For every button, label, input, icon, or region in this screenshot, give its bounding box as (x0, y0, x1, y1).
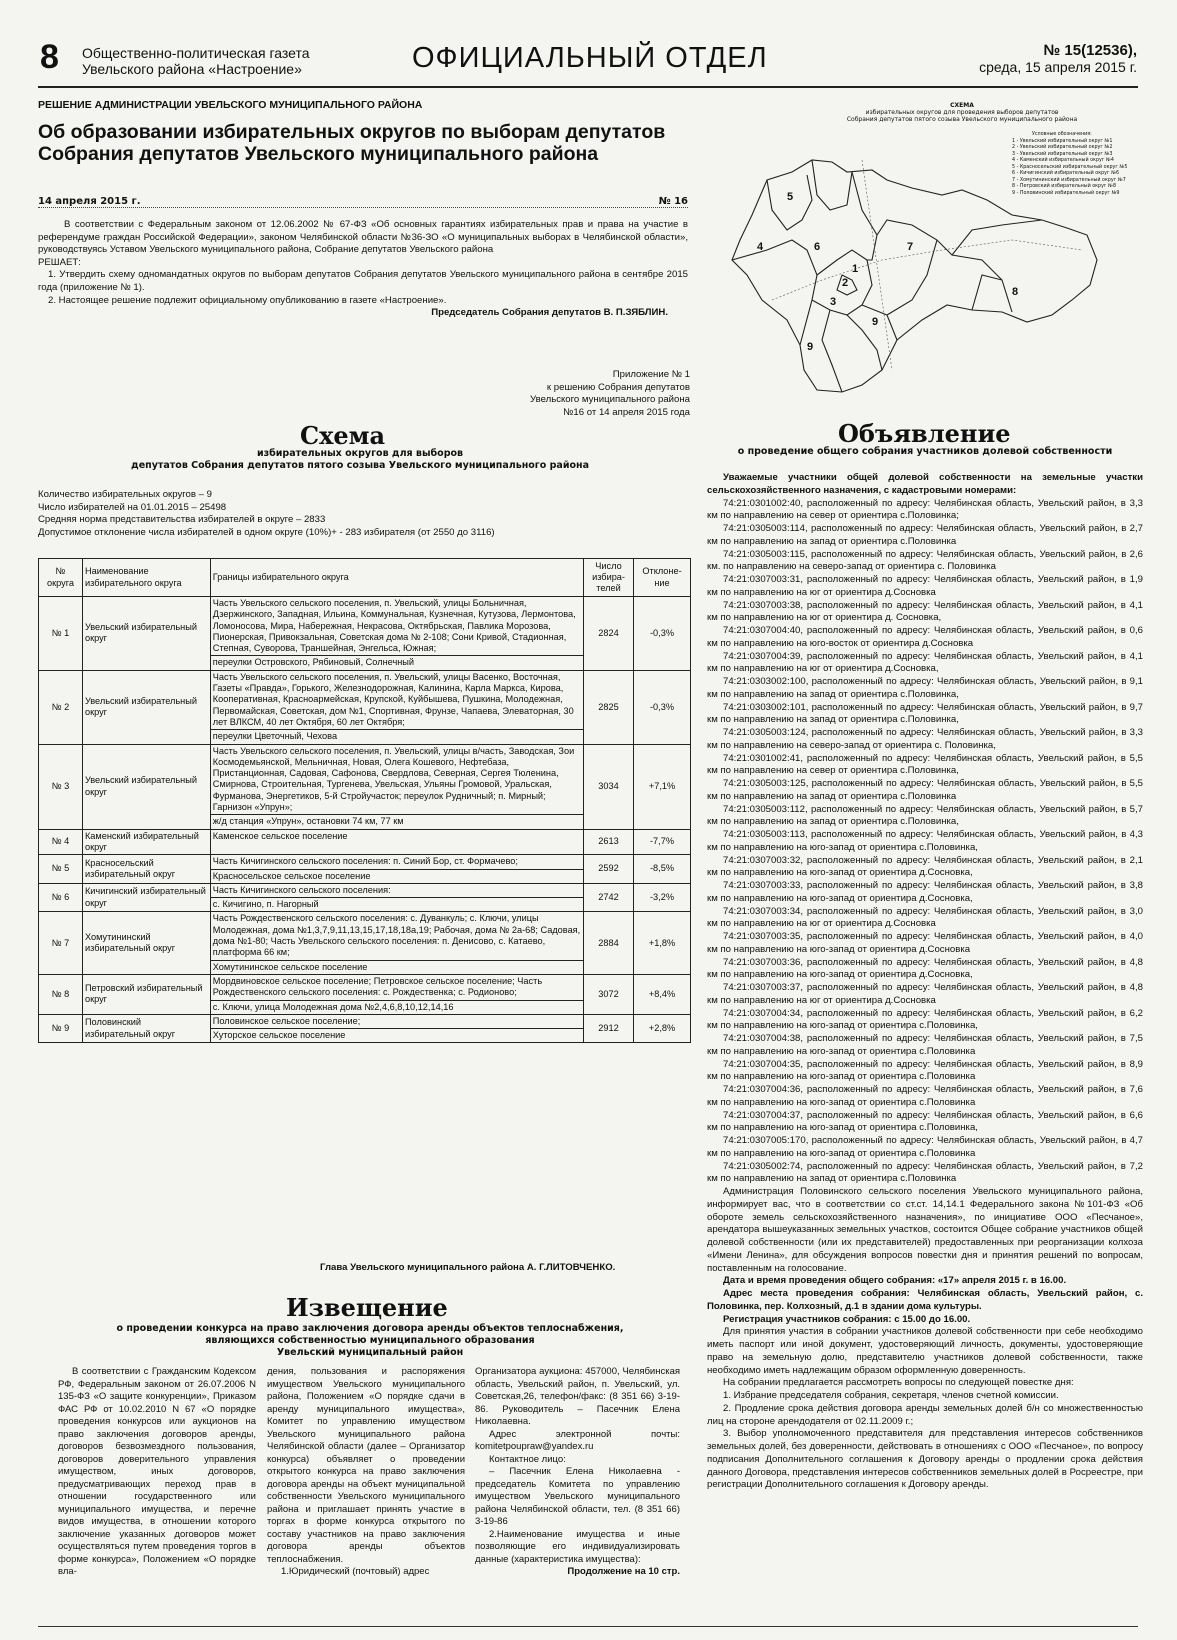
decision-paragraph: В соответствии с Федеральным законом от 12.06.2002 № 67-ФЗ «Об основных гарантиях избирательных прав и права на участие в референдуме граждан Российской Федерации», законом Челябинской области №36-ЗО «О муниципальных выборах в Челябинской области», руководствуясь Уставом Увельского муниципального района, Собрание депутатов Увельского района (38, 219, 688, 256)
district-bounds (210, 744, 583, 829)
district-name: Каменский избирательный округ (82, 829, 210, 855)
ad-parcel-item: 74:21:0307003:32, расположенный по адресу: Челябинская область, Увельский район, в 2,1 км по направлению на юго-запад от ориентира д.Сосновка, (707, 854, 1143, 879)
annex-line: №16 от 14 апреля 2015 года (563, 406, 690, 418)
ad-parcel-item: 74:21:0305003:114, расположенный по адресу: Челябинская область, Увельский район, в 2,7 км по направлению на запад от ориентира с.Половинка (707, 523, 1143, 547)
district-voters: 2592 (584, 855, 634, 884)
ad-parcel-item: 74:21:0307004:40, расположенный по адресу: Челябинская область, Увельский район, в 0,6 км по направлению на юго-восток от ориентира д.Сосновка (707, 625, 1143, 649)
district-number: № 3 (39, 744, 83, 829)
decision-header: РЕШЕНИЕ АДМИНИСТРАЦИИ УВЕЛЬСКОГО МУНИЦИПАЛЬНОГО РАЙОНА (38, 99, 423, 111)
ad-agenda-item: 1. Избрание председателя собрания, секретаря, членов счетной комиссии. (723, 1390, 1059, 1401)
map-legend-item: 5 - Красносельский избирательный округ №5 (1012, 164, 1128, 170)
district-bounds (210, 829, 583, 855)
ad-parcel-item: 74:21:0307004:34, расположенный по адресу: Челябинская область, Увельский район, в 6,2 км по направлению на юго-запад от ориентира с.Половинка, (707, 1007, 1143, 1032)
param-line: Количество избирательных округов – 9 (38, 489, 212, 500)
ad-body (707, 470, 1143, 1492)
notice-paragraph: дения, пользования и распоряжения имуществом Увельского муниципального района, Положением «О порядке сдачи в аренду муниципального имущества», Комитет по управлению имуществом Увельского муниципального района Челябинской области (далее – Организатор конкурса) объявляет о проведении открытого конкурса на право заключения договора аренды на объект муниципальной собственности Увельского муниципального района и приглашает принять участие в торгах в форме конкурса открытого по составу участников на право заключения договора аренды объектов теплоснабжения. (267, 1366, 465, 1565)
district-voters: 2825 (584, 670, 634, 744)
annex-line: Приложение № 1 (612, 369, 690, 380)
map-district-label: 3 (830, 296, 837, 308)
map-legend-item: 6 - Кичигинский избирательный округ №6 (1012, 171, 1120, 176)
map-title: СХЕМА (950, 102, 974, 109)
ad-agenda-item: 3. Выбор уполномоченного представителя для представления интересов собственников земельных долей, без доверенности, действовать в отношениях с ООО «Песчаное», по вопросу подписания Дополнительного соглашения к Договору аренды о продлении срока действия данного Договора, представления интересов собственников земельных долей в Росреестре, при регистрации Дополнительного соглашения к Договору аренды. (707, 1428, 1143, 1491)
district-number: № 1 (39, 597, 83, 671)
decision-meta (38, 196, 688, 208)
table-row (39, 912, 691, 974)
bounds-text: Хуторское сельское поселение (211, 1028, 583, 1042)
district-voters: 2613 (584, 829, 634, 855)
ad-parcel-item: 74:21:0305003:115, расположенный по адресу: Челябинская область, Увельский район, в 2,6 км. по направлению на северо-запад от ориентира с. Половинка (707, 548, 1143, 573)
district-bounds (210, 912, 583, 974)
ad-parcel-item: 74:21:0303002:101, расположенный по адресу: Челябинская область, Увельский район, в 9,7 км по направлению на запад от ориентира с.Половинка, (707, 701, 1143, 726)
map-drawing (712, 100, 1142, 400)
district-voters: 2824 (584, 597, 634, 671)
district-name: Увельский избирательный округ (82, 670, 210, 744)
bounds-text: ж/д станция «Упрун», остановки 74 км, 77 км (211, 814, 583, 828)
schema-params (38, 489, 495, 539)
ad-title: Объявление (838, 419, 1011, 448)
district-name: Красносельский избирательный округ (82, 855, 210, 884)
district-bounds (210, 883, 583, 912)
districts-table (38, 558, 691, 1043)
district-number: № 8 (39, 974, 83, 1014)
ad-parcel-item: 74:21:0307003:33, расположенный по адресу: Челябинская область, Увельский район, в 3,8 км по направлению на юго-запад от ориентира д.Сосновка, (707, 880, 1143, 904)
ad-parcel-item: 74:21:0305003:112, расположенный по адресу: Челябинская область, Увельский район, в 5,7 км по направлению на запад от ориентира с.Половинка, (707, 803, 1143, 828)
table-header: Границы избирательного округа (210, 559, 583, 597)
notice-column-2 (267, 1366, 465, 1579)
map-district-label: 9 (807, 341, 814, 353)
table-header: Отклоне-ние (634, 559, 691, 597)
notice-subtitle-line: Увельский муниципальный район (276, 1347, 464, 1358)
district-voters: 3072 (584, 974, 634, 1014)
bounds-text: Часть Кичигинского сельского поселения: (212, 884, 391, 895)
district-name: Петровский избирательный округ (82, 974, 210, 1014)
notice-subtitle (60, 1323, 680, 1359)
ad-subtitle: о проведение общего собрания участников долевой собственности (737, 446, 1113, 457)
map-district-label: 2 (842, 277, 849, 289)
bounds-text: Каменское сельское поселение (212, 830, 348, 841)
district-map (712, 100, 1142, 400)
ad-parcel-item: 74:21:0307004:38, расположенный по адресу: Челябинская область, Увельский район, в 7,5 км по направлению на юго-запад от ориентира с.Половинка (707, 1033, 1143, 1057)
bounds-text: с. Ключи, улица Молодежная дома №2,4,6,8,10,12,14,16 (211, 1000, 583, 1014)
district-bounds (210, 1014, 583, 1043)
notice-column-3 (475, 1366, 680, 1579)
bounds-text: Половинское сельское поселение; (212, 1015, 361, 1026)
ad-parcel-item: 74:21:0307004:37, расположенный по адресу: Челябинская область, Увельский район, в 6,6 км по направлению на юго-запад от ориентира с.Половинка, (707, 1109, 1143, 1134)
schema-subtitle-line: избирательных округов для выборов (256, 448, 464, 459)
ad-meeting-date: Дата и время проведения общего собрания: «17» апреля 2015 г. в 16.00. (723, 1275, 1067, 1287)
ad-parcel-item: 74:21:0307003:37, расположенный по адресу: Челябинская область, Увельский район, в 4,8 км по направлению на юг от ориентира д.Сосновка (707, 982, 1143, 1006)
district-voters: 3034 (584, 744, 634, 829)
notice-paragraph: 2.Наименование имущества и иные позволяющие его индивидуализировать данные (характеристика имущества): (475, 1528, 680, 1565)
map-district-label: 4 (757, 241, 764, 253)
district-number: № 7 (39, 912, 83, 974)
map-district-label: 9 (872, 316, 879, 328)
bounds-text: переулки Цветочный, Чехова (211, 729, 583, 743)
district-number: № 6 (39, 883, 83, 912)
continued-note: Продолжение на 10 стр. (567, 1566, 680, 1577)
table-header-row (39, 559, 691, 597)
district-voters: 2742 (584, 883, 634, 912)
map-district-label: 8 (1012, 286, 1019, 298)
decision-resolves: РЕШАЕТ: (38, 256, 81, 268)
table-row (39, 670, 691, 744)
table-row (39, 744, 691, 829)
schema-subtitle (60, 448, 660, 472)
map-legend-item: 9 - Половинский избирательный округ №9 (1012, 190, 1120, 196)
district-deviation: +7,1% (634, 744, 691, 829)
notice-subtitle-line: о проведении конкурса на право заключения договора аренды объектов теплоснабжения, (116, 1323, 624, 1334)
issue-number: № 15(12536), (1043, 42, 1137, 59)
annex-line: Увельского муниципального района (530, 394, 690, 406)
notice-paragraph: 1.Юридический (почтовый) адрес (281, 1566, 430, 1577)
ad-registration: Регистрация участников собрания: с 15.00 до 16.00. (723, 1313, 971, 1325)
table-row (39, 855, 691, 884)
district-deviation: +1,8% (634, 912, 691, 974)
ad-parcel-item: 74:21:0307003:34, расположенный по адресу: Челябинская область, Увельский район, в 3,0 км по направлению на юг от ориентира д.Сосновка (707, 905, 1143, 930)
schema-subtitle-line: депутатов Собрания депутатов пятого созыва Увельского муниципального района (131, 460, 589, 471)
ad-paragraph: Администрация Половинского сельского поселения Увельского муниципального района, информирует вас, что в соответствии со ст.ст. 14,14.1 Федерального закона №101-ФЗ «Об обороте земель сельскохозяйственного назначения», по инициативе ООО «Песчаное», арендатора вышеуказанных земельных участков, состоится Общее собрание участников общей долевой собственности (или их представителей) предоставленных при реорганизации колхоза «Имени Ленина», для обсуждения вопросов повестки дня и принятия решений по вопросам, поставленным на голосование. (707, 1186, 1143, 1274)
ad-parcel-item: 74:21:0307003:31, расположенный по адресу: Челябинская область, Увельский район, в 1,9 км по направлению на юг от ориентира д.Сосновка (707, 574, 1143, 598)
bounds-text: переулки Островского, Рябиновый, Солнечный (211, 655, 583, 669)
decision-date: 14 апреля 2015 г. (38, 196, 141, 207)
decision-body (38, 219, 688, 320)
district-voters: 2884 (584, 912, 634, 974)
ad-parcel-item: 74:21:0301002:40, расположенный по адресу: Челябинская область, Увельский район, в 3,3 км по направлению на север от ориентира с.Половинка; (707, 497, 1143, 522)
ad-agenda-title: На собрании предлагается рассмотреть вопросы по следующей повестке дня: (723, 1377, 1074, 1389)
ad-parcel-item: 74:21:0303002:100, расположенный по адресу: Челябинская область, Увельский район, в 9,1 км по направлению на запад от ориентира с.Половинка, (707, 676, 1143, 700)
district-name: Половинский избирательный округ (82, 1014, 210, 1043)
annex-line: к решению Собрания депутатов (546, 381, 690, 393)
ad-parcel-item: 74:21:0305003:125, расположенный по адресу: Челябинская область, Увельский район, в 5,5 км по направлению на запад от ориентира с.Половинка (707, 778, 1143, 802)
bounds-text: Часть Рождественского сельского поселения: с. Дуванкуль; с. Ключи, улицы Молодежная, дома №1,3,7,9,11,13,15,17,18,18а,19; Рабочая, дома № 2а-68; Садовая, дома №1-80; Часть Увельского сельского поселения: п. Денисово, с. Катаево, платформа 66 км; (212, 913, 581, 958)
map-legend-item: 2 - Увельский избирательный округ №2 (1012, 145, 1113, 150)
ad-parcel-item: 74:21:0307005:170, расположенный по адресу: Челябинская область, Увельский район, в 4,7 км по направлению на юго-запад от ориентира с.Половинка (707, 1135, 1143, 1159)
table-row (39, 829, 691, 855)
district-number: № 9 (39, 1014, 83, 1043)
ad-parcel-item: 74:21:0305003:113, расположенный по адресу: Челябинская область, Увельский район, в 4,3 км по направлению на юго-запад от ориентира с.Половинка, (707, 829, 1143, 853)
head-signature: Глава Увельского муниципального района А. Г.ЛИТОВЧЕНКО. (320, 1262, 616, 1273)
district-deviation: +2,8% (634, 1014, 691, 1043)
district-name: Кичигинский избирательный округ (82, 883, 210, 912)
decision-item-1: 1. Утвердить схему одномандатных округов по выборам депутатов Собрания депутатов Увельского муниципального района в сентябре 2015 года (приложение № 1). (38, 269, 688, 293)
bounds-text: Часть Увельского сельского поселения, п. Увельский, улицы Васенко, Восточная, Газеты «Правда», Горького, Железнодорожная, Калинина, Карла Маркса, Кирова, Кооперативная, Красноармейская, Крупской, Куйбышева, Пушкина, Молодежная, Первомайская, Советская, дом №1, Спортивная, Фрунзе, Чапаева, Элеваторная, 30 лет ВЛКСМ, 40 лет Октября, 60 лет Октября; (212, 671, 574, 727)
param-line: Средняя норма представительства избирателей в округе – 2833 (38, 514, 326, 526)
district-name: Хомутининский избирательный округ (82, 912, 210, 974)
ad-lead: Уважаемые участники общей долевой собственности на земельные участки сельскохозяйственного назначения, с кадастровыми номерами: (707, 472, 1143, 496)
schema-title: Схема (300, 421, 386, 450)
notice-paragraph: Адрес электронной почты: komitetpoupraw@yandex.ru (475, 1428, 680, 1452)
table-header: Наименование избирательного округа (82, 559, 210, 597)
notice-subtitle-line: являющихся собственностью муниципального образования (205, 1335, 535, 1346)
ad-parcel-item: 74:21:0305003:124, расположенный по адресу: Челябинская область, Увельский район, в 3,3 км по направлению на северо-запад от ориентира с. Половинка, (707, 727, 1143, 751)
header-divider (38, 86, 1138, 88)
page-number: 8 (40, 38, 59, 76)
notice-column-1: В соответствии с Гражданским Кодексом РФ, Федеральным законом от 26.07.2006 N 135-ФЗ «О защите конкуренции», Приказом ФАС РФ от 10.02.2010 N 67 «О порядке проведения конкурсов или аукционов на право заключения договоров аренды, договоров безвозмездного пользования, договоров доверительного управления имуществом, иных договоров, предусматривающих переход прав в отношении государственного или муниципального имущества, и перечне видов имущества, в отношении которого заключение указанных договоров может осуществляться путем проведения торгов в форме конкурса», Положением «О порядке вла- (58, 1366, 256, 1577)
map-legend-title: Условные обозначения: (1032, 132, 1092, 137)
map-legend-item: 4 - Каменский избирательный округ №4 (1012, 158, 1114, 163)
ad-parcel-item: 74:21:0307003:36, расположенный по адресу: Челябинская область, Увельский район, в 4,8 км по направлению на юго-запад от ориентира д.Сосновка, (707, 956, 1143, 981)
notice-paragraph: Контактное лицо: (489, 1453, 566, 1465)
district-voters: 2912 (584, 1014, 634, 1043)
ad-parcel-item: 74:21:0307003:35, расположенный по адресу: Челябинская область, Увельский район, в 4,0 км по направлению на юго-запад от ориентира д.Сосновка (707, 931, 1143, 955)
bounds-text: Хомутининское сельское поселение (211, 960, 583, 974)
map-legend-item: 1 - Увельский избирательный округ №1 (1012, 138, 1113, 144)
table-header: Число избира-телей (584, 559, 634, 597)
ad-parcel-item: 74:21:0301002:41, расположенный по адресу: Челябинская область, Увельский район, в 5,5 км по направлению на север от ориентира с.Половинка, (707, 752, 1143, 777)
district-number: № 5 (39, 855, 83, 884)
map-legend-item: 7 - Хомутининский избирательный округ №7 (1012, 177, 1126, 183)
district-bounds (210, 670, 583, 744)
ad-parcel-item: 74:21:0307004:35, расположенный по адресу: Челябинская область, Увельский район, в 8,9 км по направлению на юго-запад от ориентира с.Половинка (707, 1058, 1143, 1083)
bounds-text: Мордвиновское сельское поселение; Петровское сельское поселение; Часть Рождественского сельского поселения: с. Рождественка; с. Родионово; (212, 975, 543, 998)
district-bounds (210, 855, 583, 884)
bounds-text: Часть Кичигинского сельского поселения: п. Синий Бор, ст. Формачево; (212, 856, 518, 867)
ad-paragraph: Для принятия участия в собрании участников долевой собственности при себе необходимо иметь паспорт или иной документ, удостоверяющий личность, документы, удостоверяющие право на земельную долю, представителю участников долевой собственности, также необходимо иметь надлежащим образом оформленную доверенность. (707, 1326, 1143, 1376)
district-number: № 4 (39, 829, 83, 855)
notice-paragraph: – Пасечник Елена Николаевна - председатель Комитета по управлению имуществом Увельского муниципального района Челябинской области, тел. (8 351 66) 3-19-86 (475, 1466, 680, 1527)
table-header: № округа (39, 559, 83, 597)
bounds-text: Часть Увельского сельского поселения, п. Увельский, улицы в/часть, Заводская, Зои Космодемьянской, Мельничная, Новая, Олега Кошевого, Нефтебаза, Пристанционная, Садовая, Сафонова, Свердлова, Северная, Сергея Тюленина, Смирнова, Строительная, Тургенева, Увельская, Ульяны Громовой, Уральская, Фурманова, Энергетиков, 5-й Стройучасток; переулок Рудничный; п. Мирный; Гарнизон «Упрун»; (212, 745, 575, 813)
param-line: Допустимое отклонение числа избирателей в одном округе (10%)+ - 283 избирателя (от 2550 до 3116) (38, 526, 495, 538)
map-district-label: 6 (814, 241, 821, 253)
district-deviation: -8,5% (634, 855, 691, 884)
bounds-text: Часть Увельского сельского поселения, п. Увельский, улицы Больничная, Дзержинского, Западная, Ильина, Коммунальная, Кузнечная, Кутузова, Лермонтова, Ломоносова, Мира, Набережная, Некрасова, Октябрьская, Павлика Морозова, Пионерская, Привокзальная, Советская дома № 2-108; Сони Кривой, Стадионная, Степная, Суворова, Траншейная, Энгельса, Южная; (212, 598, 576, 654)
table-row (39, 1014, 691, 1043)
notice-paragraph: Организатора аукциона: 457000, Челябинская область, Увельский район, п. Увельский, ул. Советская,26, телефон/факс: (8 351 66) 3-19-86. Руководитель – Пасечник Елена Николаевна. (475, 1366, 680, 1427)
issue-date: среда, 15 апреля 2015 г. (979, 59, 1137, 75)
publication-name: Общественно-политическая газета Увельского района «Настроение» (82, 45, 310, 77)
footer-divider (38, 1626, 1138, 1627)
table-row (39, 883, 691, 912)
map-district-label: 1 (852, 263, 859, 275)
district-deviation: -0,3% (634, 670, 691, 744)
ad-parcel-item: 74:21:0307004:39, расположенный по адресу: Челябинская область, Увельский район, в 4,1 км по направлению на юг от ориентира д.Сосновка, (707, 650, 1143, 675)
decision-signature: Председатель Собрания депутатов В. П.ЗЯБЛИН. (431, 307, 668, 319)
district-name: Увельский избирательный округ (82, 597, 210, 671)
district-bounds (210, 597, 583, 671)
ad-parcel-item: 74:21:0305002:74, расположенный по адресу: Челябинская область, Увельский район, в 7,2 км по направлению на запад от ориентира с.Половинка (707, 1160, 1143, 1185)
district-deviation: -0,3% (634, 597, 691, 671)
map-district-label: 7 (907, 241, 914, 253)
ad-meeting-address: Адрес места проведения собрания: Челябинская область, Увельский район, с. Половинка, пер. Колхозный, д.1 в здании дома культуры. (707, 1288, 1143, 1312)
decision-title: Об образовании избирательных округов по выборам депутатов Собрания депутатов Увельского муниципального района (38, 121, 666, 165)
bounds-text: с. Кичигино, п. Нагорный (211, 897, 583, 911)
bounds-text: Красносельское сельское поселение (211, 869, 583, 883)
table-row (39, 974, 691, 1014)
district-deviation: -7,7% (634, 829, 691, 855)
decision-number: № 16 (658, 196, 688, 207)
ad-parcel-item: 74:21:0307003:38, расположенный по адресу: Челябинская область, Увельский район, в 4,1 км по направлению на юг от ориентира д. Сосновка, (707, 599, 1143, 624)
notice-title: Извещение (286, 1293, 448, 1322)
section-title: ОФИЦИАЛЬНЫЙ ОТДЕЛ (412, 42, 768, 74)
decision-item-2: 2. Настоящее решение подлежит официальному опубликованию в газете «Настроение». (48, 294, 447, 306)
map-subtitle: Собрания депутатов пятого созыва Увельского муниципального района (846, 116, 1078, 123)
ad-agenda-item: 2. Продление срока действия договора аренды земельных долей б/н со множественностью лиц на стороне арендодателя от 02.11.2009 г.; (707, 1402, 1143, 1427)
district-deviation: +8,4% (634, 974, 691, 1014)
table-row (39, 597, 691, 671)
issue-info (979, 42, 1137, 76)
map-legend-item: 3 - Увельский избирательный округ №3 (1012, 151, 1113, 157)
map-legend-item: 8 - Петровский избирательный округ №8 (1012, 184, 1117, 189)
district-number: № 2 (39, 670, 83, 744)
param-line: Число избирателей на 01.01.2015 – 25498 (38, 501, 227, 513)
annex-block (470, 369, 690, 419)
district-bounds (210, 974, 583, 1014)
district-name: Увельский избирательный округ (82, 744, 210, 829)
district-deviation: -3,2% (634, 883, 691, 912)
map-district-label: 5 (787, 191, 794, 203)
map-subtitle: избирательных округов для проведения выборов депутатов (865, 109, 1059, 116)
ad-parcel-item: 74:21:0307004:36, расположенный по адресу: Челябинская область, Увельский район, в 7,6 км по направлению на юго-запад от ориентира с.Половинка (707, 1084, 1143, 1108)
